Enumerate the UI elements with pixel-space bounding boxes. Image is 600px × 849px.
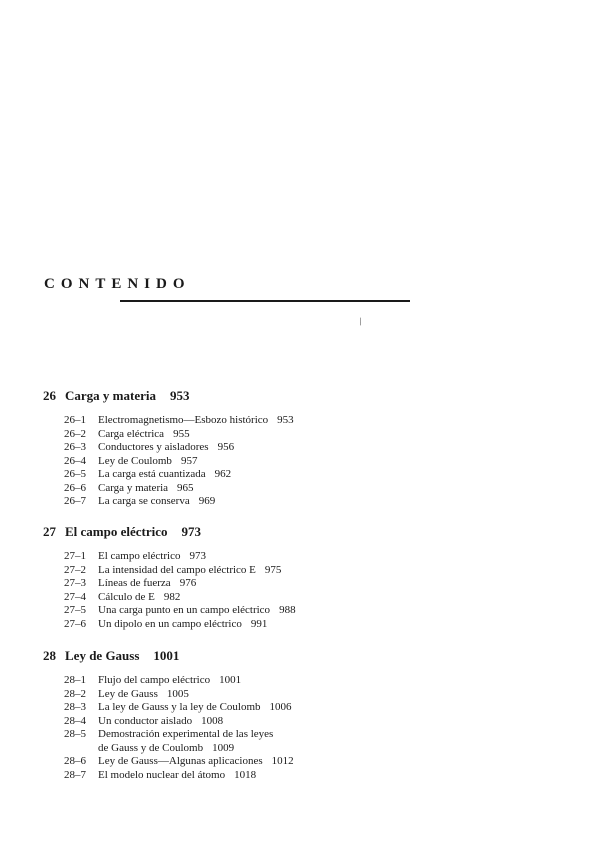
section-number: 28–7	[64, 768, 86, 781]
section-title: Flujo del campo eléctrico	[98, 674, 211, 686]
section-page: 965	[177, 481, 194, 494]
chapter-28	[43, 647, 294, 782]
section-list	[43, 414, 294, 509]
section-number: 27–2	[64, 563, 86, 576]
section-title: La carga está cuantizada	[98, 468, 206, 480]
toc-entry	[43, 701, 294, 715]
section-page: 1001	[219, 674, 242, 686]
chapter-26	[43, 387, 294, 509]
section-number: 26–7	[64, 495, 86, 507]
section-page: 982	[163, 590, 181, 603]
section-number: 26–3	[64, 441, 86, 453]
toc-entry	[43, 604, 296, 618]
toc-entry	[43, 564, 296, 578]
section-page: 1012	[271, 755, 294, 767]
chapter-number: 27	[43, 524, 56, 539]
toc-entry	[43, 482, 294, 496]
toc-entry	[43, 688, 294, 702]
section-number: 27–3	[64, 577, 86, 589]
section-number: 28–3	[64, 701, 86, 713]
section-number: 28–5	[64, 728, 86, 740]
section-number: 28–2	[64, 687, 86, 700]
section-title: Conductores y aisladores	[98, 441, 209, 453]
chapter-page: 1001	[153, 648, 180, 663]
chapter-27	[43, 523, 296, 631]
chapter-heading	[43, 647, 294, 665]
section-number: 26–1	[64, 414, 86, 426]
chapter-heading	[43, 387, 294, 405]
toc-entry	[43, 755, 294, 769]
section-page: 957	[180, 454, 198, 467]
section-page: 976	[179, 577, 197, 589]
section-title: La carga se conserva	[98, 495, 190, 507]
section-number: 26–4	[64, 454, 86, 467]
toc-entry	[43, 414, 294, 428]
section-number: 28–6	[64, 755, 86, 767]
toc-entry	[43, 441, 294, 455]
section-page: 1009	[212, 741, 235, 754]
section-title: Ley de Coulomb	[98, 454, 172, 467]
section-number: 27–6	[64, 617, 86, 630]
section-title: Líneas de fuerza	[98, 577, 171, 589]
section-list	[43, 674, 294, 782]
section-list	[43, 550, 296, 631]
section-page: 1018	[234, 768, 257, 781]
chapter-title: Ley de Gauss	[65, 648, 140, 663]
toc-entry	[43, 618, 296, 632]
section-number: 26–6	[64, 481, 86, 494]
chapter-heading	[43, 523, 296, 541]
section-number: 28–1	[64, 674, 86, 686]
section-title: Una carga punto en un campo eléctrico	[98, 604, 271, 616]
chapter-number: 26	[43, 388, 56, 403]
section-page: 962	[214, 468, 232, 480]
section-number: 27–1	[64, 550, 86, 562]
section-page: 953	[277, 414, 294, 426]
section-number: 26–2	[64, 427, 86, 440]
section-title: Demostración experimental de las leyes	[98, 728, 274, 740]
section-page: 1008	[201, 714, 224, 727]
section-number: 27–4	[64, 590, 86, 603]
section-title: Carga y materia	[98, 481, 169, 494]
toc-entry	[43, 468, 294, 482]
chapter-title: El campo eléctrico	[65, 524, 168, 539]
toc-entry	[43, 577, 296, 591]
section-title: El modelo nuclear del átomo	[98, 768, 226, 781]
section-page: 955	[173, 427, 190, 440]
chapter-page: 953	[169, 388, 190, 403]
section-title: Un dipolo en un campo eléctrico	[98, 617, 242, 630]
toc-entry	[43, 715, 294, 729]
section-title: El campo eléctrico	[98, 550, 181, 562]
section-page: 1006	[269, 701, 292, 713]
section-page: 969	[198, 495, 216, 507]
toc-entry	[43, 674, 294, 688]
section-title-continuation: de Gauss y de Coulomb	[98, 741, 204, 754]
toc-entry	[43, 455, 294, 469]
section-number: 28–4	[64, 714, 86, 727]
pencil-mark-icon: /	[357, 315, 365, 329]
toc-entry	[43, 550, 296, 564]
toc-entry	[43, 769, 294, 783]
section-page: 991	[250, 617, 268, 630]
section-page: 975	[264, 563, 282, 576]
chapter-title: Carga y materia	[65, 388, 156, 403]
section-page: 973	[189, 550, 206, 562]
section-number: 26–5	[64, 468, 86, 480]
section-title: La ley de Gauss y la ley de Coulomb	[98, 701, 261, 713]
section-number: 27–5	[64, 604, 86, 616]
section-title: Un conductor aislado	[98, 714, 193, 727]
toc-entry	[43, 428, 294, 442]
title-rule	[120, 300, 410, 302]
chapter-number: 28	[43, 648, 56, 663]
toc-entry	[43, 591, 296, 605]
page-title: CONTENIDO	[44, 276, 191, 292]
section-title: La intensidad del campo eléctrico E	[98, 563, 256, 576]
section-page: 1005	[166, 687, 189, 700]
section-title: Ley de Gauss	[98, 687, 158, 700]
section-page: 988	[279, 604, 296, 616]
section-title: Electromagnetismo—Esbozo histórico	[98, 414, 269, 426]
section-page: 956	[217, 441, 235, 453]
toc-entry	[43, 728, 294, 755]
section-title: Carga eléctrica	[98, 427, 165, 440]
section-title: Cálculo de E	[98, 590, 155, 603]
section-title: Ley de Gauss—Algunas aplicaciones	[98, 755, 263, 767]
toc-entry	[43, 495, 294, 509]
chapter-page: 973	[181, 524, 202, 539]
